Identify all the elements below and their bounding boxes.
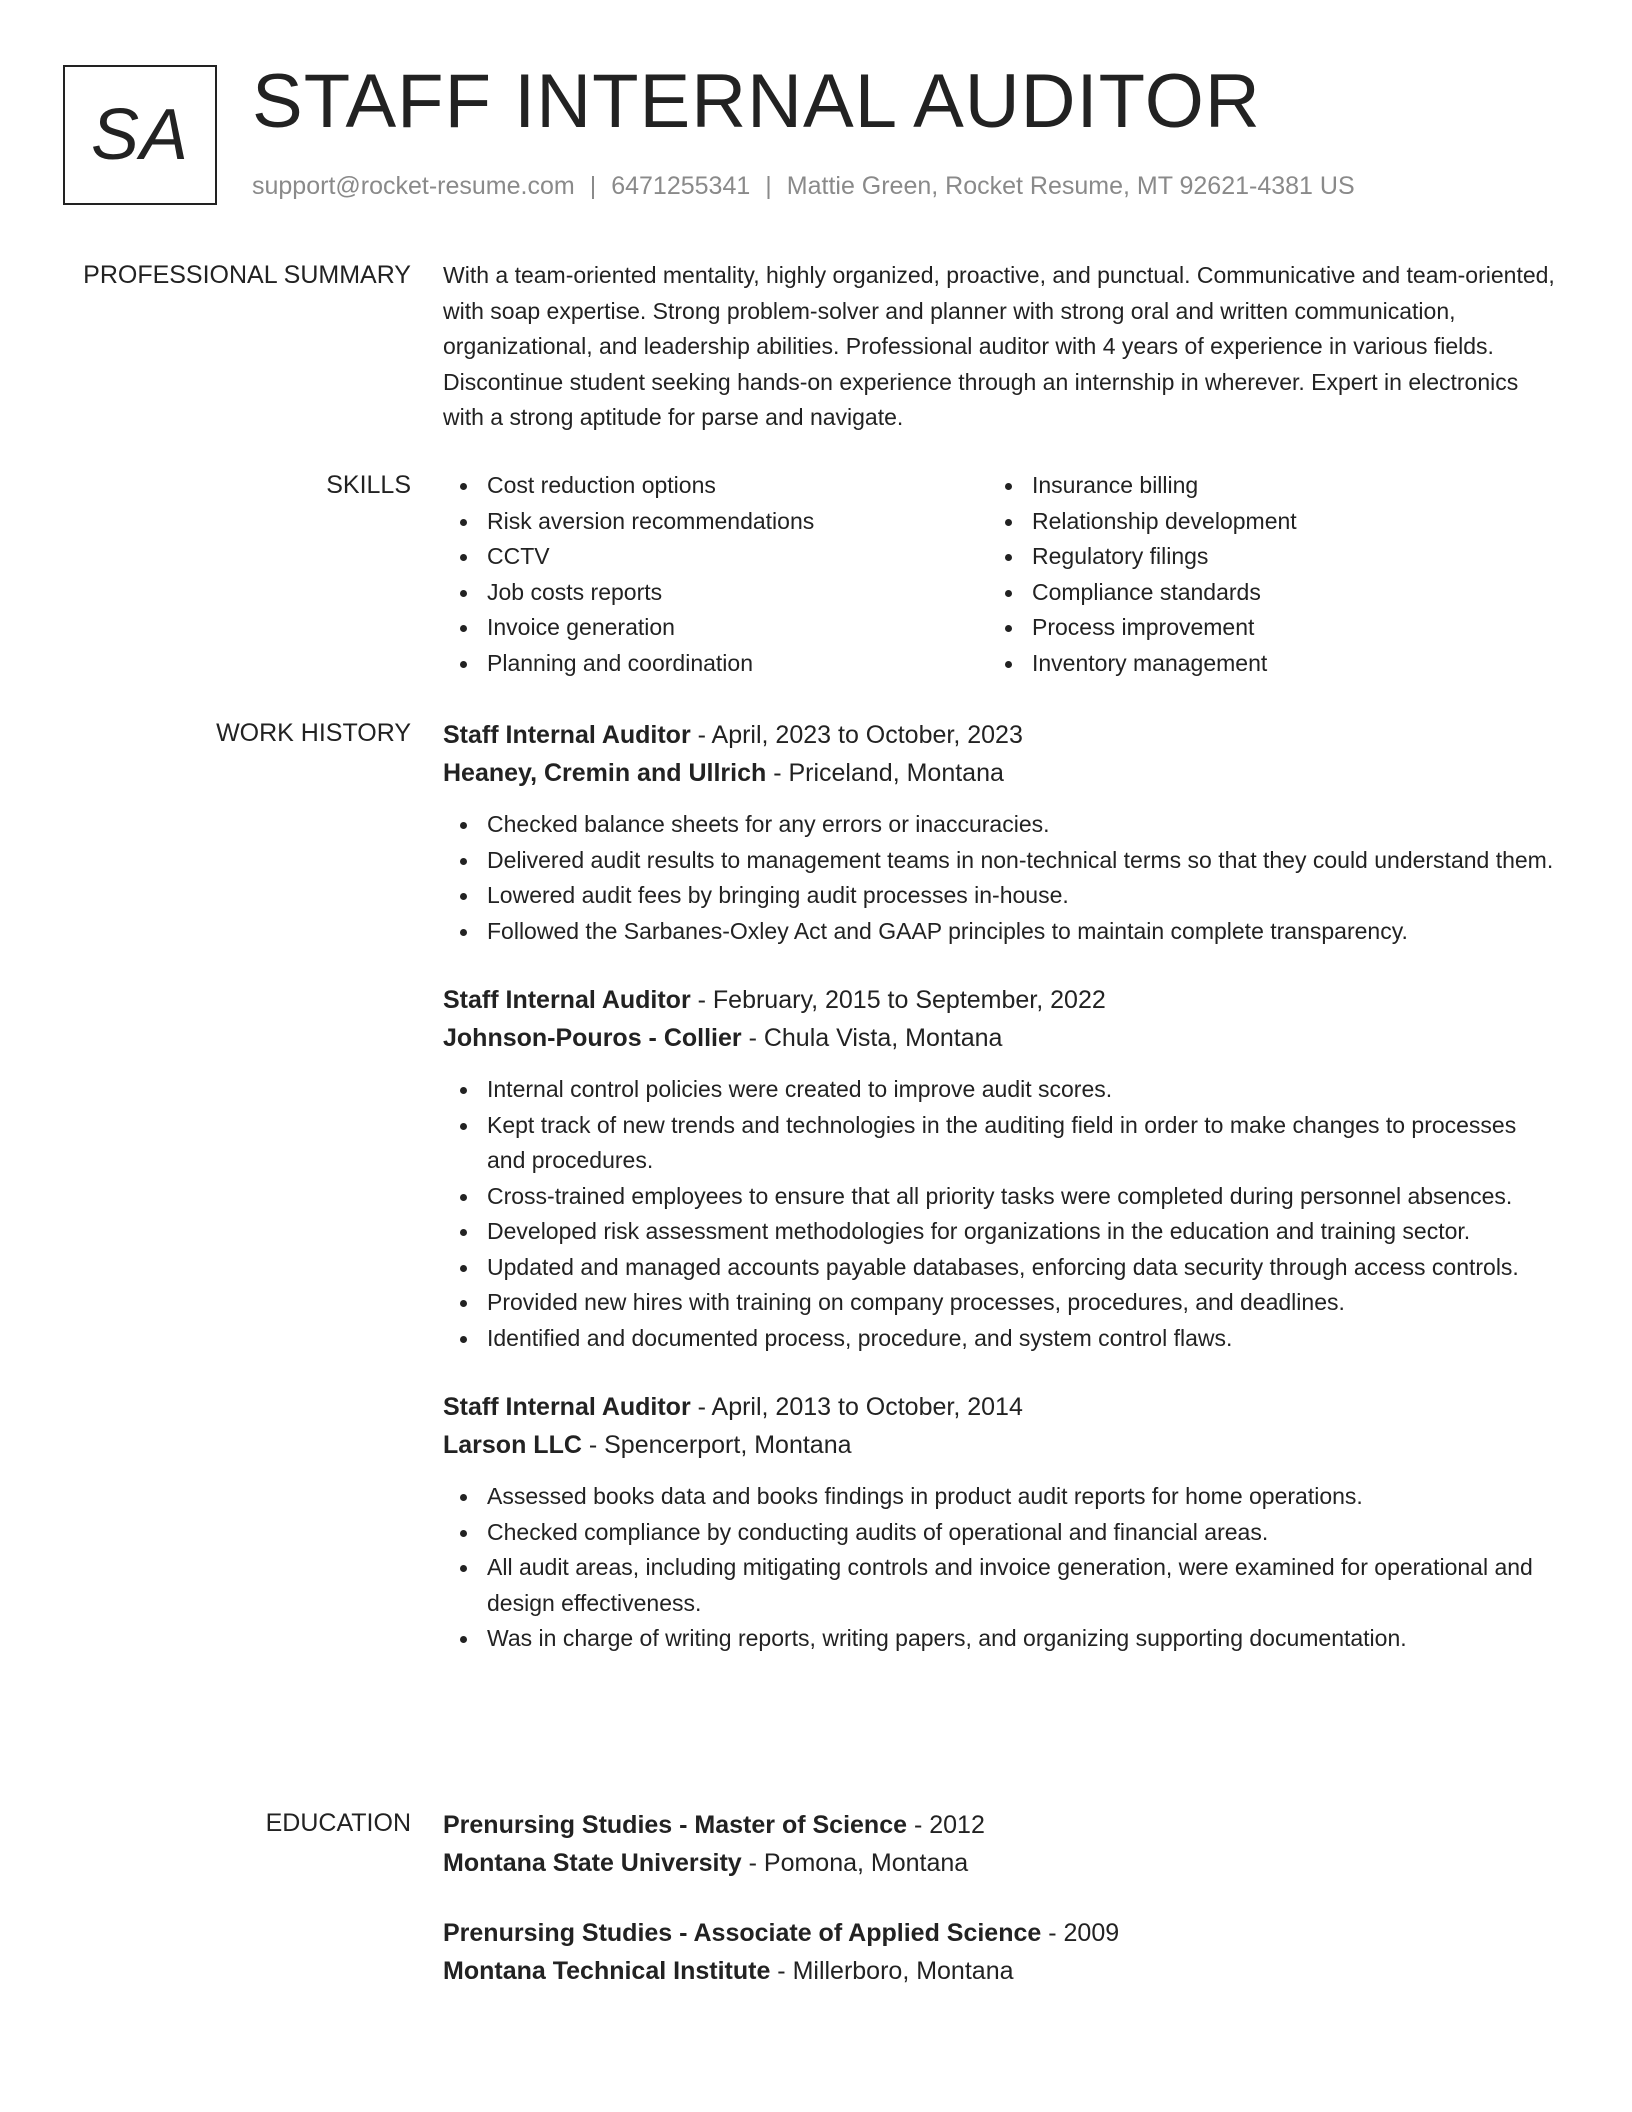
job-entry <box>443 716 1555 949</box>
monogram-badge <box>63 65 217 205</box>
education-school-line: Montana State University - Pomona, Montana <box>443 1849 969 1877</box>
work-history-list <box>443 716 1555 1689</box>
contact-separator: | <box>589 172 597 200</box>
skill-item: Invoice generation <box>443 610 988 646</box>
job-company-line: Larson LLC - Spencerport, Montana <box>443 1431 852 1459</box>
skill-item: Compliance standards <box>988 575 1533 611</box>
education-year: 2012 <box>929 1811 985 1839</box>
skill-item: Regulatory filings <box>988 539 1533 575</box>
job-bullet: All audit areas, including mitigating controls and invoice generation, were examined for operational and design effectiveness. <box>443 1550 1555 1621</box>
education-degree: Prenursing Studies - Master of Science <box>443 1811 908 1839</box>
skills-list <box>443 468 1555 681</box>
job-dates: February, 2015 to September, 2022 <box>712 986 1106 1014</box>
section-title-skills: SKILLS <box>326 471 411 499</box>
job-company: Johnson-Pouros - Collier <box>443 1024 742 1052</box>
job-dates: April, 2013 to October, 2014 <box>711 1393 1023 1421</box>
job-bullet: Identified and documented process, procedure, and system control flaws. <box>443 1321 1555 1357</box>
job-bullet: Internal control policies were created to improve audit scores. <box>443 1072 1555 1108</box>
education-school: Montana Technical Institute <box>443 1957 771 1985</box>
education-school: Montana State University <box>443 1849 742 1877</box>
job-bullets <box>443 807 1555 949</box>
contact-phone[interactable]: 6471255341 <box>611 172 751 200</box>
job-bullet: Followed the Sarbanes-Oxley Act and GAAP principles to maintain complete transparency. <box>443 914 1555 950</box>
job-company: Larson LLC <box>443 1431 582 1459</box>
education-year: 2009 <box>1063 1919 1120 1947</box>
section-title-work: WORK HISTORY <box>216 719 411 747</box>
job-company: Heaney, Cremin and Ullrich <box>443 759 767 787</box>
skill-item: CCTV <box>443 539 988 575</box>
job-bullet: Provided new hires with training on company processes, procedures, and deadlines. <box>443 1285 1555 1321</box>
job-bullet: Developed risk assessment methodologies for organizations in the education and training sector. <box>443 1214 1555 1250</box>
job-company-line: Heaney, Cremin and Ullrich - Priceland, Montana <box>443 759 1004 787</box>
job-role: Staff Internal Auditor <box>443 721 691 749</box>
skill-item: Inventory management <box>988 646 1533 682</box>
education-entry <box>443 1806 1555 1882</box>
education-degree-line: Prenursing Studies - Master of Science - 2012 <box>443 1811 985 1839</box>
skill-item: Relationship development <box>988 504 1533 540</box>
skills-column-left <box>443 468 988 681</box>
education-school-line: Montana Technical Institute - Millerboro, Montana <box>443 1957 1014 1985</box>
job-dates: April, 2023 to October, 2023 <box>711 721 1023 749</box>
skill-item: Insurance billing <box>988 468 1533 504</box>
job-role-line: Staff Internal Auditor - April, 2023 to October, 2023 <box>443 721 1023 749</box>
job-entry <box>443 1388 1555 1657</box>
job-bullets <box>443 1479 1555 1657</box>
contact-line <box>252 172 1355 201</box>
summary-text: With a team-oriented mentality, highly organized, proactive, and punctual. Communicative and team-oriented, with soap expertise. Strong problem-solver and planner with strong oral and written communication, organizational, and leadership abilities. Professional auditor with 4 years of experience in various fields. Discontinue student seeking hands-on experience through an internship in wherever. Expert in electronics with a strong aptitude for parse and navigate. <box>443 262 1555 430</box>
education-degree: Prenursing Studies - Associate of Applied Science <box>443 1919 1042 1947</box>
job-role-line: Staff Internal Auditor - February, 2015 to September, 2022 <box>443 986 1106 1014</box>
job-bullet: Cross-trained employees to ensure that all priority tasks were completed during personnel absences. <box>443 1179 1555 1215</box>
job-bullet: Checked compliance by conducting audits of operational and financial areas. <box>443 1515 1555 1551</box>
job-role-line: Staff Internal Auditor - April, 2013 to October, 2014 <box>443 1393 1023 1421</box>
education-entry <box>443 1914 1555 1990</box>
job-bullet: Checked balance sheets for any errors or inaccuracies. <box>443 807 1555 843</box>
skill-item: Process improvement <box>988 610 1533 646</box>
job-entry <box>443 981 1555 1356</box>
job-bullet: Was in charge of writing reports, writing papers, and organizing supporting documentation. <box>443 1621 1555 1657</box>
job-bullet: Kept track of new trends and technologies in the auditing field in order to make changes to processes and procedures. <box>443 1108 1555 1179</box>
job-company-line: Johnson-Pouros - Collier - Chula Vista, Montana <box>443 1024 1003 1052</box>
job-bullet: Lowered audit fees by bringing audit processes in-house. <box>443 878 1555 914</box>
job-location: Priceland, Montana <box>788 759 1004 787</box>
education-degree-line: Prenursing Studies - Associate of Applied Science - 2009 <box>443 1919 1120 1947</box>
job-role: Staff Internal Auditor <box>443 986 691 1014</box>
education-location: Pomona, Montana <box>763 1849 969 1877</box>
skills-column-right <box>988 468 1533 681</box>
skill-item: Planning and coordination <box>443 646 988 682</box>
contact-address: Mattie Green, Rocket Resume, MT 92621-4381 US <box>786 172 1355 200</box>
job-bullet: Delivered audit results to management teams in non-technical terms so that they could understand them. <box>443 843 1555 879</box>
job-bullet: Assessed books data and books findings in product audit reports for home operations. <box>443 1479 1555 1515</box>
job-location: Spencerport, Montana <box>604 1431 852 1459</box>
contact-email[interactable]: support@rocket-resume.com <box>252 172 575 200</box>
job-location: Chula Vista, Montana <box>763 1024 1003 1052</box>
education-list <box>443 1806 1555 2022</box>
job-role: Staff Internal Auditor <box>443 1393 691 1421</box>
section-title-education: EDUCATION <box>265 1809 411 1837</box>
skill-item: Cost reduction options <box>443 468 988 504</box>
skill-item: Risk aversion recommendations <box>443 504 988 540</box>
skill-item: Job costs reports <box>443 575 988 611</box>
section-title-summary: PROFESSIONAL SUMMARY <box>83 261 411 289</box>
monogram-initials: SA <box>90 95 190 175</box>
contact-separator: | <box>765 172 772 200</box>
job-bullets <box>443 1072 1555 1356</box>
resume-title: STAFF INTERNAL AUDITOR <box>252 59 1261 144</box>
education-location: Millerboro, Montana <box>792 1957 1014 1985</box>
job-bullet: Updated and managed accounts payable databases, enforcing data security through access controls. <box>443 1250 1555 1286</box>
